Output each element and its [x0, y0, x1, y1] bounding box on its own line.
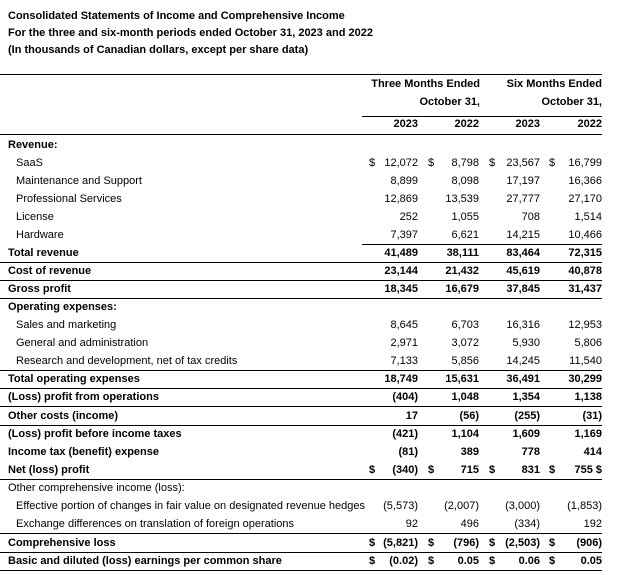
row-value: (1,853) — [567, 500, 602, 512]
row-value: 8,798 — [451, 157, 479, 169]
row-value: 13,539 — [445, 193, 479, 205]
row-value: 12,072 — [384, 157, 418, 169]
row-value: 31,437 — [568, 283, 602, 295]
col-year-2: 2022 — [454, 118, 479, 130]
row-value: 12,953 — [568, 319, 602, 331]
row-value: 18,345 — [384, 283, 418, 295]
row-value: 1,169 — [574, 428, 602, 440]
table-row — [0, 370, 617, 388]
row-label: Comprehensive loss — [8, 537, 116, 549]
col-subgroup-three-months: October 31, — [419, 96, 480, 108]
row-label: Total operating expenses — [8, 373, 140, 385]
row-value: 7,397 — [390, 229, 418, 241]
row-label: Total revenue — [8, 247, 79, 259]
row-value: 14,215 — [506, 229, 540, 241]
row-value: 40,878 — [568, 265, 602, 277]
row-value: 0.05 — [580, 555, 602, 567]
table-row — [0, 226, 617, 244]
row-value: 831 — [521, 464, 540, 476]
row-label: Other costs (income) — [8, 410, 119, 422]
row-value: 12,869 — [384, 193, 418, 205]
row-value: 5,930 — [512, 337, 540, 349]
currency-symbol: $ — [428, 464, 435, 476]
table-row — [0, 262, 617, 280]
table-row — [0, 534, 617, 552]
row-label: Operating expenses: — [8, 301, 117, 313]
table-row — [0, 425, 617, 443]
row-label: SaaS — [16, 157, 43, 169]
row-value: 1,055 — [451, 211, 479, 223]
row-value: (334) — [514, 518, 540, 530]
row-value: (404) — [392, 391, 418, 403]
row-rule — [0, 425, 602, 426]
row-value: (340) — [392, 464, 418, 476]
table-row — [0, 172, 617, 190]
row-value: (796) — [453, 537, 479, 549]
row-label: Gross profit — [8, 283, 71, 295]
row-value: 2,971 — [390, 337, 418, 349]
row-value: 1,104 — [451, 428, 479, 440]
row-value: 17 — [405, 410, 418, 422]
row-rule — [0, 262, 602, 263]
row-label: License — [16, 211, 54, 223]
title-line-2: For the three and six-month periods ended October 31, 2023 and 2022 — [8, 27, 373, 39]
row-label: Research and development, net of tax credits — [16, 355, 238, 367]
row-label: Exchange differences on translation of foreign operations — [16, 518, 295, 530]
table-row — [0, 407, 617, 425]
table-row — [0, 352, 617, 370]
currency-symbol: $ — [549, 555, 556, 567]
row-value: 3,072 — [451, 337, 479, 349]
title-line-1: Consolidated Statements of Income and Comprehensive Income — [8, 10, 345, 22]
row-value: 708 — [521, 211, 540, 223]
row-value: (5,573) — [383, 500, 418, 512]
row-value: 36,491 — [506, 373, 540, 385]
currency-symbol: $ — [369, 464, 376, 476]
row-value: 17,197 — [506, 175, 540, 187]
row-value: (0.02) — [389, 555, 418, 567]
row-value: 27,170 — [568, 193, 602, 205]
row-label: (Loss) profit from operations — [8, 391, 159, 403]
row-value: 16,679 — [445, 283, 479, 295]
table-row — [0, 334, 617, 352]
row-value: 8,098 — [451, 175, 479, 187]
row-value: 6,703 — [451, 319, 479, 331]
row-value: 5,806 — [574, 337, 602, 349]
row-value: 755 $ — [574, 464, 602, 476]
row-value: (906) — [576, 537, 602, 549]
table-row — [0, 208, 617, 226]
row-value: 1,514 — [574, 211, 602, 223]
row-value: 23,567 — [506, 157, 540, 169]
row-value: 38,111 — [446, 247, 479, 259]
row-label: Other comprehensive income (loss): — [8, 482, 185, 494]
col-year-4: 2022 — [577, 118, 602, 130]
table-row — [0, 154, 617, 172]
row-label: (Loss) profit before income taxes — [8, 428, 182, 440]
year-rule — [0, 134, 602, 135]
table-row — [0, 388, 617, 406]
row-value: 21,432 — [445, 265, 479, 277]
row-value: (421) — [392, 428, 418, 440]
table-row — [0, 190, 617, 208]
row-value: 715 — [460, 464, 479, 476]
currency-symbol: $ — [489, 555, 496, 567]
row-value: (81) — [398, 446, 418, 458]
row-value: 16,316 — [506, 319, 540, 331]
row-label: Sales and marketing — [16, 319, 117, 331]
row-label: Cost of revenue — [8, 265, 92, 277]
row-value: 16,366 — [568, 175, 602, 187]
row-rule — [0, 570, 602, 571]
top-rule — [0, 74, 602, 75]
row-value: 72,315 — [568, 247, 602, 259]
row-value: (255) — [514, 410, 540, 422]
row-label: Net (loss) profit — [8, 464, 90, 476]
table-row — [0, 497, 617, 515]
row-value: (2,007) — [444, 500, 479, 512]
row-label: General and administration — [16, 337, 149, 349]
currency-symbol: $ — [549, 537, 556, 549]
currency-symbol: $ — [489, 464, 496, 476]
row-value: 778 — [521, 446, 540, 458]
row-rule — [0, 406, 602, 407]
row-label: Income tax (benefit) expense — [8, 446, 159, 458]
table-row — [0, 244, 617, 262]
row-value: 1,138 — [574, 391, 602, 403]
row-value: 1,048 — [451, 391, 479, 403]
statement-title — [8, 8, 373, 59]
row-rule — [0, 370, 602, 371]
col-group-six-months: Six Months Ended — [506, 78, 602, 90]
row-value: 8,645 — [390, 319, 418, 331]
row-label: Basic and diluted (loss) earnings per common share — [8, 555, 282, 567]
row-rule — [0, 280, 602, 281]
row-value: (31) — [582, 410, 602, 422]
row-value: 27,777 — [506, 193, 540, 205]
row-value: 92 — [405, 518, 418, 530]
row-value: 5,856 — [451, 355, 479, 367]
row-value: 6,621 — [451, 229, 479, 241]
currency-symbol: $ — [369, 537, 376, 549]
currency-symbol: $ — [428, 157, 435, 169]
row-value: 389 — [460, 446, 479, 458]
currency-symbol: $ — [489, 157, 496, 169]
row-value: 7,133 — [390, 355, 418, 367]
row-rule — [0, 298, 602, 299]
col-subgroup-six-months: October 31, — [541, 96, 602, 108]
table-row — [0, 461, 617, 479]
currency-symbol: $ — [489, 537, 496, 549]
row-value: 1,354 — [512, 391, 540, 403]
row-value: 0.05 — [457, 555, 479, 567]
row-label: Revenue: — [8, 139, 58, 151]
row-value: 83,464 — [506, 247, 540, 259]
row-label: Effective portion of changes in fair value on designated revenue hedges — [16, 500, 365, 512]
row-value: 192 — [583, 518, 602, 530]
row-label: Hardware — [16, 229, 64, 241]
row-value: (56) — [459, 410, 479, 422]
row-rule — [0, 388, 602, 389]
currency-symbol: $ — [428, 555, 435, 567]
table-row — [0, 316, 617, 334]
currency-symbol: $ — [428, 537, 435, 549]
row-rule — [0, 533, 602, 534]
col-year-3: 2023 — [515, 118, 540, 130]
currency-symbol: $ — [369, 555, 376, 567]
currency-symbol: $ — [549, 157, 556, 169]
row-value: 30,299 — [568, 373, 602, 385]
row-value: 414 — [583, 446, 602, 458]
table-row — [0, 443, 617, 461]
row-value: 14,245 — [506, 355, 540, 367]
row-value: 41,489 — [384, 247, 418, 259]
row-rule — [362, 244, 602, 245]
table-row — [0, 479, 617, 497]
currency-symbol: $ — [549, 464, 556, 476]
row-value: 10,466 — [568, 229, 602, 241]
row-value: 496 — [460, 518, 479, 530]
row-value: 252 — [399, 211, 418, 223]
period-rule — [362, 116, 602, 117]
row-value: 0.06 — [518, 555, 540, 567]
row-value: 37,845 — [506, 283, 540, 295]
row-value: 8,899 — [390, 175, 418, 187]
row-value: (5,821) — [383, 537, 418, 549]
row-label: Maintenance and Support — [16, 175, 142, 187]
currency-symbol: $ — [369, 157, 376, 169]
row-value: 16,799 — [568, 157, 602, 169]
table-row — [0, 136, 617, 154]
row-rule — [0, 552, 602, 553]
col-group-three-months: Three Months Ended — [371, 78, 480, 90]
row-value: 23,144 — [384, 265, 418, 277]
table-row — [0, 298, 617, 316]
title-line-3: (In thousands of Canadian dollars, except per share data) — [8, 44, 309, 56]
row-label: Professional Services — [16, 193, 122, 205]
table-row — [0, 552, 617, 570]
row-value: 45,619 — [506, 265, 540, 277]
row-value: (3,000) — [505, 500, 540, 512]
row-value: 11,540 — [569, 355, 602, 367]
table-row — [0, 515, 617, 533]
col-year-1: 2023 — [393, 118, 418, 130]
row-value: 15,631 — [445, 373, 479, 385]
row-value: 18,749 — [384, 373, 418, 385]
row-rule — [0, 479, 602, 480]
table-row — [0, 280, 617, 298]
row-value: 1,609 — [512, 428, 540, 440]
row-value: (2,503) — [505, 537, 540, 549]
